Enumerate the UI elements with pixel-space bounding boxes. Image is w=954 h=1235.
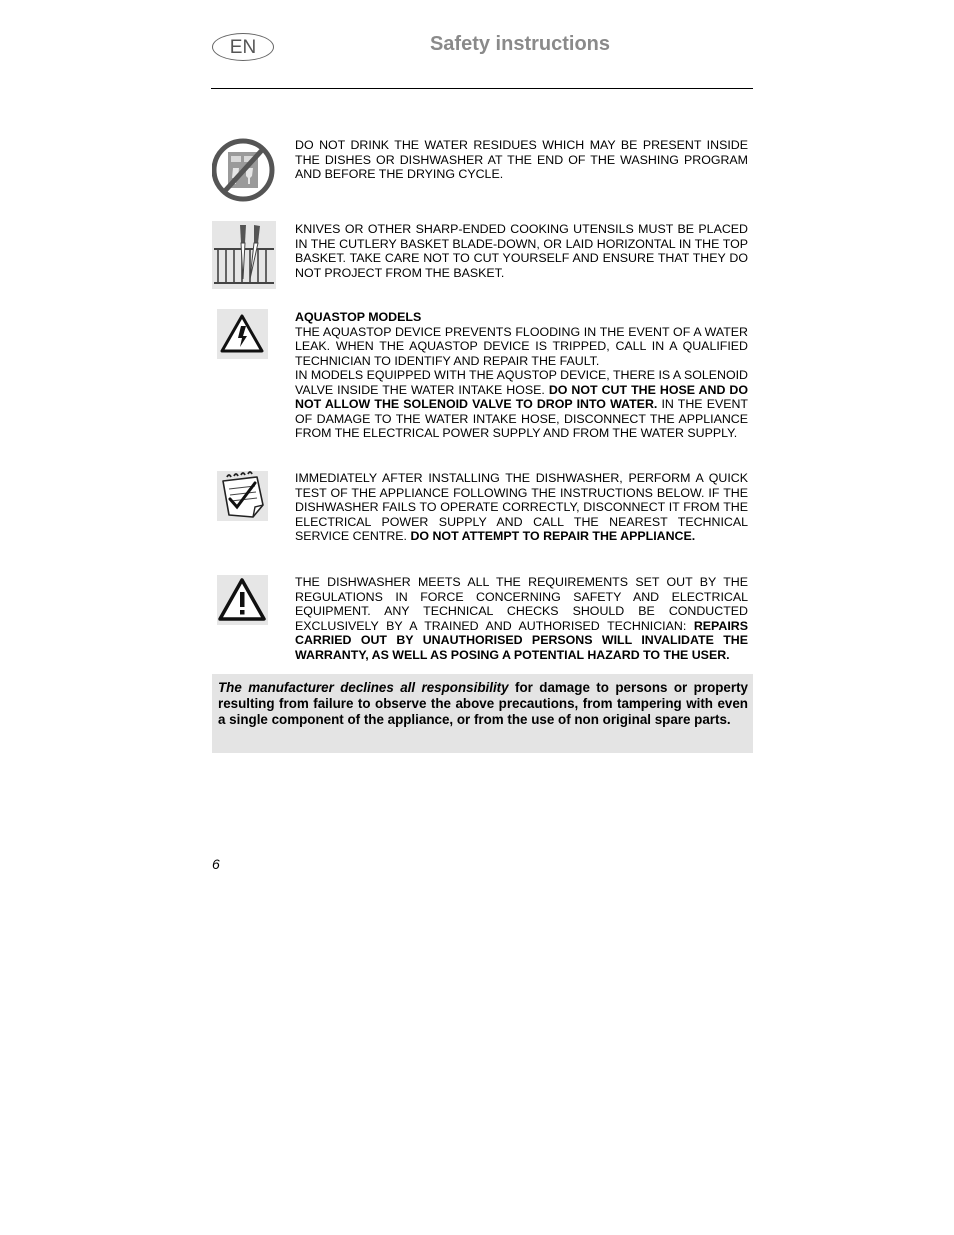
- knives-basket-icon: [212, 221, 276, 289]
- safety-item-regulations: [212, 575, 748, 663]
- checklist-icon: [217, 471, 273, 523]
- section-heading: AQUASTOP MODELS: [295, 310, 422, 324]
- safety-text: [295, 310, 748, 441]
- page-title: Safety instructions: [429, 33, 611, 55]
- safety-text: KNIVES OR OTHER SHARP-ENDED COOKING UTENSILS MUST BE PLACED IN THE CUTLERY BASKET BLADE-DOWN, OR LAID HORIZONTAL IN THE TOP BASKET. TAKE CARE NOT TO CUT YOURSELF AND ENSURE THAT THEY DO NOT PROJECT FROM THE BASKET.: [295, 222, 748, 280]
- manufacturer-disclaimer: The manufacturer declines all responsibility for damage to persons or property resulting from failure to observe the above precautions, from tampering with even a single component of the appliance, or from the use of non original spare parts.: [212, 674, 753, 753]
- safety-text: IMMEDIATELY AFTER INSTALLING THE DISHWASHER, PERFORM A QUICK TEST OF THE APPLIANCE FOLLOWING THE INSTRUCTIONS BELOW. IF THE DISHWASHER FAILS TO OPERATE CORRECTLY, DISCONNECT IT FROM THE ELECTRICAL POWER SUPPLY AND CALL THE NEAREST TECHNICAL SERVICE CENTRE. DO NOT ATTEMPT TO REPAIR THE APPLIANCE.: [295, 471, 748, 543]
- electrical-hazard-icon: [217, 309, 273, 361]
- safety-item-drinking-water: [212, 138, 748, 202]
- paragraph: IN MODELS EQUIPPED WITH THE AQUSTOP DEVICE, THERE IS A SOLENOID VALVE INSIDE THE WATER INTAKE HOSE. DO NOT CUT THE HOSE AND DO NOT ALLOW THE SOLENOID VALVE TO DROP INTO WATER. IN THE EVENT OF DAMAGE TO THE WATER INTAKE HOSE, DISCONNECT THE APPLIANCE FROM THE ELECTRICAL POWER SUPPLY AND FROM THE WATER SUPPLY.: [295, 368, 749, 440]
- language-badge: EN: [212, 33, 274, 61]
- warning-icon: [217, 575, 273, 627]
- safety-item-quick-test: [212, 471, 748, 559]
- paragraph: THE AQUASTOP DEVICE PREVENTS FLOODING IN THE EVENT OF A WATER LEAK. WHEN THE AQUASTOP DEVICE IS TRIPPED, CALL IN A QUALIFIED TECHNICIAN TO IDENTIFY AND REPAIR THE FAULT.: [295, 324, 748, 368]
- header-divider: [211, 88, 753, 89]
- safety-item-knives: [212, 221, 748, 289]
- safety-item-aquastop: [212, 309, 748, 457]
- no-drinking-icon: [212, 138, 276, 202]
- safety-text: THE DISHWASHER MEETS ALL THE REQUIREMENTS SET OUT BY THE REGULATIONS IN FORCE CONCERNING SAFETY AND ELECTRICAL EQUIPMENT. ANY TECHNICAL CHECKS SHOULD BE CONDUCTED EXCLUSIVELY BY A TRAINED AND AUTHORISED TECHNICIAN: REPAIRS CARRIED OUT BY UNAUTHORISED PERSONS WILL INVALIDATE THE WARRANTY, AS WELL AS POSING A POTENTIAL HAZARD TO THE USER.: [295, 575, 748, 662]
- safety-text: DO NOT DRINK THE WATER RESIDUES WHICH MAY BE PRESENT INSIDE THE DISHES OR DISHWASHER AT THE END OF THE WASHING PROGRAM AND BEFORE THE DRYING CYCLE.: [295, 138, 748, 181]
- page-number: 6: [212, 856, 220, 872]
